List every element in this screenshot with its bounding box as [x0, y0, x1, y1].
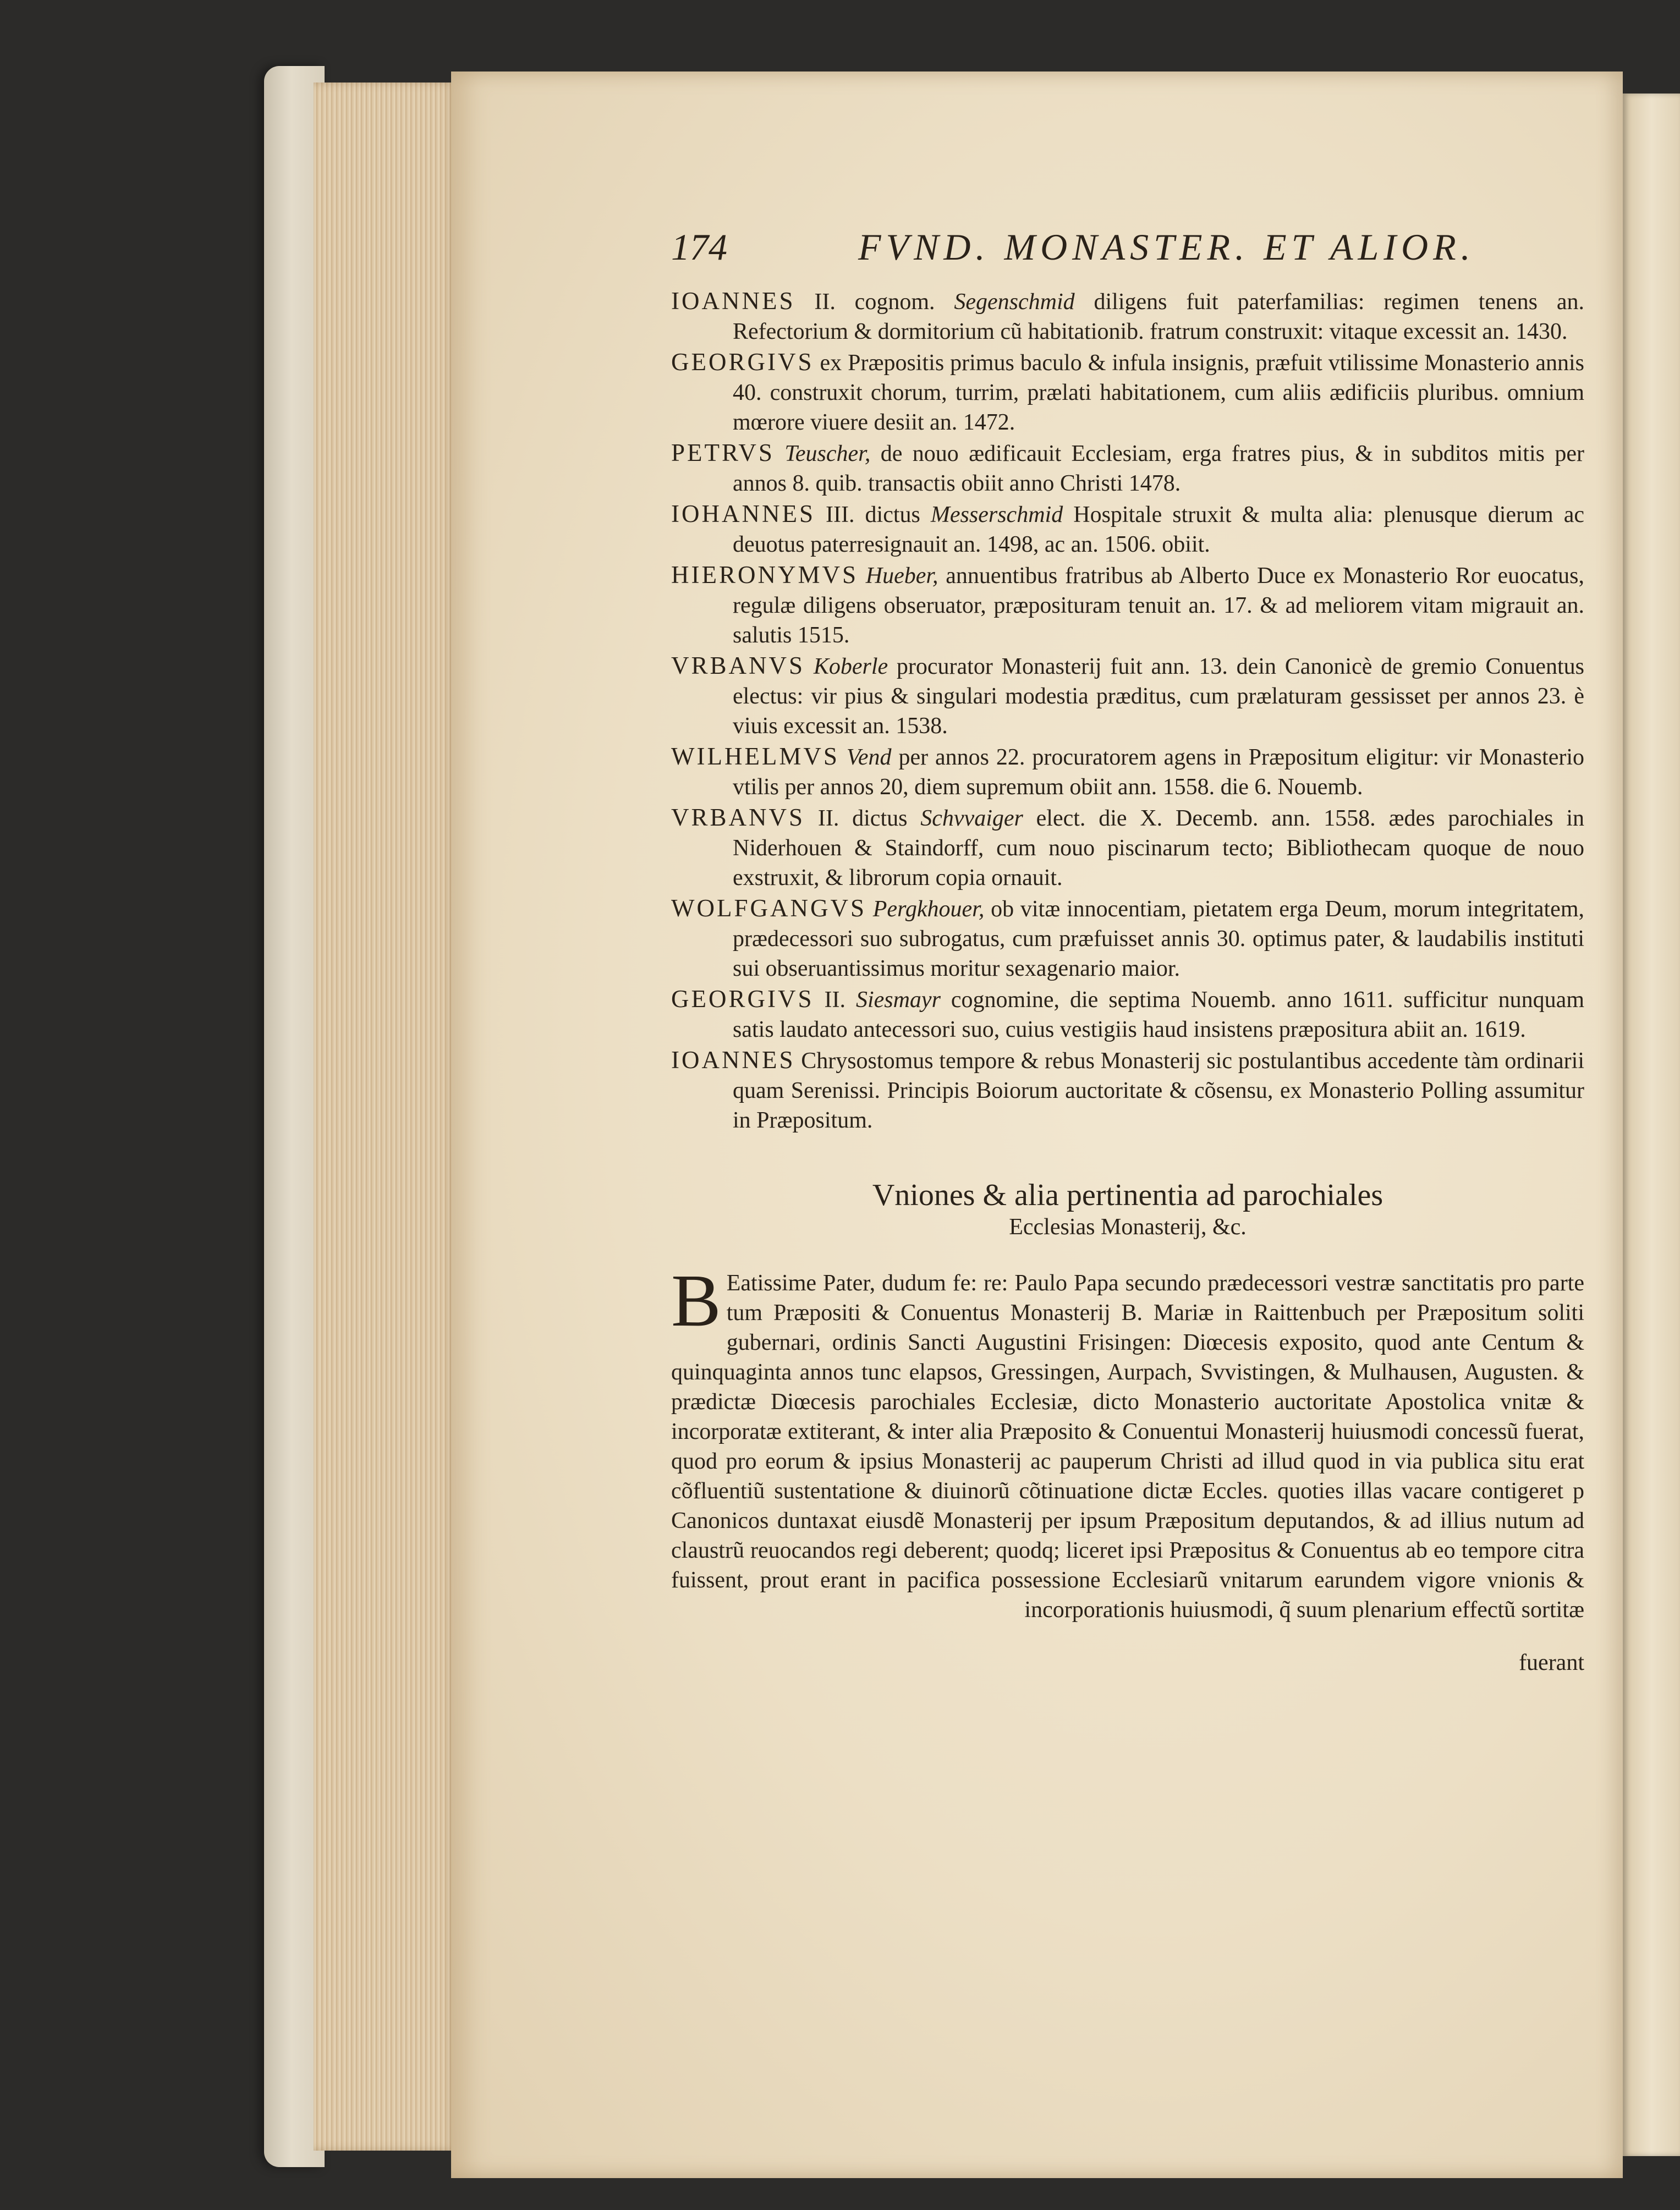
- entry-rest: diligens fuit paterfamilias: regimen tenens an. Refectorium & dormitorium cũ habitationib. fratrum construxit: vitaque excessit an. 1430.: [733, 289, 1584, 344]
- list-item: [671, 499, 1584, 559]
- drop-cap: B: [671, 1260, 721, 1342]
- page-block-edges: [314, 83, 457, 2151]
- section-heading: [671, 1177, 1584, 1241]
- entry-name: IOHANNES: [671, 500, 815, 527]
- entry-name: IOANNES: [671, 287, 795, 315]
- page-number: 174: [671, 226, 727, 268]
- entry-italic: Pergkhouer,: [872, 897, 985, 922]
- entry-name: VRBANVS: [671, 652, 805, 679]
- list-item: [671, 1045, 1584, 1135]
- entry-text: II.: [814, 987, 856, 1013]
- entry-name: IOANNES: [671, 1046, 795, 1074]
- entry-italic: Teuscher,: [784, 441, 871, 466]
- body-text: Eatissime Pater, dudum fe: re: Paulo Papa secundo prædecessori vestræ sanctitatis pro parte tum Præpositi & Conuentus Monasterij B. Mariæ in Raittenbuch per Præpositum soliti gubernari, ordinis Sancti Augustini Frisingen: Diœcesis exposito, quod ante Centum & quinquaginta annos tunc elapsos, Gressingen, Aurpach, Svvistingen, & Mulhausen, Augusten. & prædictæ Diœcesis parochiales Ecclesiæ, dicto Monasterio auctoritate Apostolica vnitæ & incorporatæ extiterant, & inter alia Præposito & Conuentui Monasterij huiusmodi concessũ fuerat, quod pro eorum & ipsius Monasterij ac pauperum Christi ad illud quod in via publica situ erat cõfluentiũ sustentatione & diuinorũ cõtinuatione dictæ Eccles. quoties illas vacare contigeret p Canonicos duntaxat eiusdẽ Monasterij per ipsum Præpositum deputandos, & ad illius nutum ad claustrũ reuocandos regi deberent; quodq; liceret ipsi Præpositus & Conuentus ab eo tempore citra fuissent, prout erant in pacifica possessione Ecclesiarũ vnitarum earundem vigore vnionis & incorporationis huiusmodi, q̃ suum plenarium effectũ sortitæ: [671, 1271, 1584, 1623]
- entry-italic: Schvvaiger: [920, 806, 1023, 831]
- section-subtitle: Ecclesias Monasterij, &c.: [1009, 1214, 1247, 1240]
- entry-text: [775, 441, 784, 466]
- list-item: [671, 560, 1584, 650]
- entry-text: [866, 897, 873, 922]
- facing-page-edge: [1623, 94, 1680, 2156]
- list-item: [671, 347, 1584, 437]
- entry-italic: Hueber,: [865, 563, 938, 589]
- entry-rest: procurator Monasterij fuit ann. 13. dein Canonicè de gremio Conuentus electus: vir pius & singulari modestia præditus, cum prælaturam gessisset per annos 23. è viuis excessit an. 1538.: [733, 654, 1584, 739]
- list-item: [671, 802, 1584, 893]
- running-title: FVND. MONASTER. ET ALIOR.: [858, 226, 1475, 268]
- entry-text: [839, 745, 847, 770]
- entry-rest: annuentibus fratribus ab Alberto Duce ex Monasterio Ror euocatus, regulæ diligens obseruator, præposituram tenuit an. 17. & ad meliorem vitam migrauit an. salutis 1515.: [733, 563, 1584, 648]
- entry-name: VRBANVS: [671, 804, 805, 831]
- abbots-list: [671, 286, 1584, 1135]
- entry-italic: Segenschmid: [954, 289, 1075, 315]
- entry-text: II. dictus: [805, 806, 921, 831]
- list-item: [671, 741, 1584, 802]
- section-title: Vniones & alia pertinentia ad parochiales: [872, 1178, 1383, 1212]
- entry-name: WILHELMVS: [671, 743, 839, 770]
- entry-name: PETRVS: [671, 439, 775, 466]
- entry-rest: ob vitæ innocentiam, pietatem erga Deum, morum integritatem, prædecessori suo subrogatus, cum præfuisset annis 30. optimus pater, & laudabilis instituti sui obseruantissimus moritur sexagenario maior.: [733, 897, 1584, 981]
- page-content: [671, 226, 1584, 1678]
- entry-rest: cognomine, die septima Nouemb. anno 1611. sufficitur nunquam satis laudato antecessori suo, cuius vestigiis haud insistens præpositura abiit an. 1619.: [733, 987, 1584, 1042]
- entry-text: ex Præpositis primus baculo & infula insignis, præfuit vtilissime Monasterio annis 40. construxit chorum, turrim, prælati habitationem, cum aliis ædificiis pluribus. omnium mœrore viuere desiit an. 1472.: [733, 350, 1584, 435]
- list-item: [671, 651, 1584, 741]
- entry-name: GEORGIVS: [671, 985, 814, 1013]
- entry-text: [858, 563, 866, 589]
- entry-rest: elect. die X. Decemb. ann. 1558. ædes parochiales in Niderhouen & Staindorff, cum nouo piscinarum tecto; Bibliothecam quoque de nouo exstruxit, & librorum copia ornauit.: [733, 806, 1584, 890]
- entry-rest: Hospitale struxit & multa alia: plenusque dierum ac deuotus paterresignauit an. 1498, ac an. 1506. obiit.: [733, 502, 1584, 557]
- entry-italic: Koberle: [813, 654, 888, 679]
- entry-italic: Messerschmid: [930, 502, 1063, 527]
- body-paragraph: [671, 1260, 1584, 1625]
- running-head: [671, 226, 1584, 286]
- entry-name: HIERONYMVS: [671, 561, 859, 589]
- list-item: [671, 286, 1584, 347]
- entry-italic: Siesmayr: [855, 987, 941, 1013]
- list-item: [671, 438, 1584, 498]
- entry-italic: Vend: [846, 745, 892, 770]
- entry-text: III. dictus: [815, 502, 931, 527]
- entry-rest: de nouo ædificauit Ecclesiam, erga fratres pius, & in subditos mitis per annos 8. quib. transactis obiit anno Christi 1478.: [733, 441, 1585, 496]
- list-item: [671, 984, 1584, 1044]
- entry-text: [805, 654, 814, 679]
- entry-name: GEORGIVS: [671, 348, 814, 376]
- catchword: fuerant: [1519, 1650, 1584, 1675]
- entry-text: II. cognom.: [795, 289, 954, 315]
- list-item: [671, 893, 1584, 983]
- entry-name: WOLFGANGVS: [671, 894, 866, 922]
- entry-rest: per annos 22. procuratorem agens in Præpositum eligitur: vir Monasterio vtilis per annos 20, diem supremum obiit ann. 1558. die 6. Nouemb.: [733, 745, 1584, 800]
- entry-text: Chrysostomus tempore & rebus Monasterij sic postulantibus accedente tàm ordinarii quam Serenissi. Principis Boiorum auctoritate & cõsensu, ex Monasterio Polling assumitur in Præpositum.: [733, 1048, 1584, 1133]
